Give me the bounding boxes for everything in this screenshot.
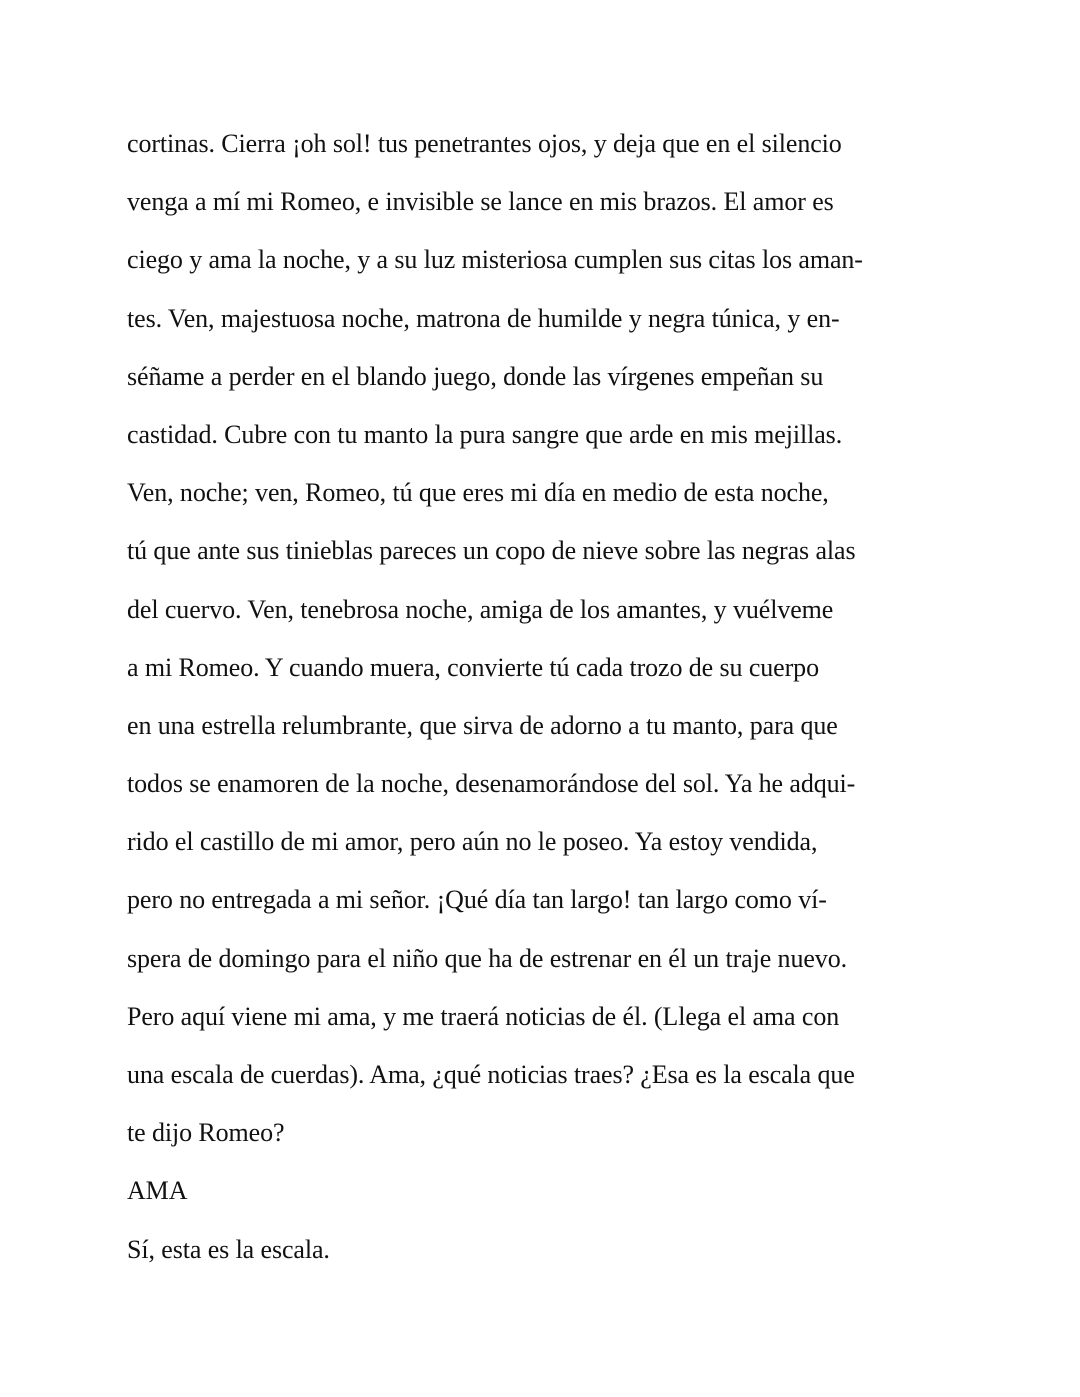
- text-line: del cuervo. Ven, tenebrosa noche, amiga de los amantes, y vuélveme: [127, 594, 834, 624]
- text-line: pero no entregada a mi señor. ¡Qué día tan largo! tan largo como ví-: [127, 885, 827, 915]
- text-line: en una estrella relumbrante, que sirva de adorno a tu manto, para que: [127, 710, 838, 740]
- speaker-dialogue: Sí, esta es la escala.: [127, 1234, 330, 1264]
- text-line: te dijo Romeo?: [127, 1118, 285, 1148]
- text-line: rido el castillo de mi amor, pero aún no le poseo. Ya estoy vendida,: [127, 827, 818, 857]
- text-line: spera de domingo para el niño que ha de estrenar en él un traje nuevo.: [127, 943, 847, 973]
- text-line: una escala de cuerdas). Ama, ¿qué noticias traes? ¿Esa es la escala que: [127, 1060, 855, 1089]
- text-line: castidad. Cubre con tu manto la pura sangre que arde en mis mejillas.: [127, 419, 843, 449]
- text-line: cortinas. Cierra ¡oh sol! tus penetrantes ojos, y deja que en el silencio: [127, 129, 842, 158]
- text-line: a mi Romeo. Y cuando muera, convierte tú cada trozo de su cuerpo: [127, 652, 819, 682]
- text-line: séñame a perder en el blando juego, donde las vírgenes empeñan su: [127, 361, 824, 391]
- text-line: todos se enamoren de la noche, desenamorándose del sol. Ya he adqui-: [127, 769, 856, 799]
- text-line: ciego y ama la noche, y a su luz misteriosa cumplen sus citas los aman-: [127, 245, 863, 275]
- text-line: venga a mí mi Romeo, e invisible se lance en mis brazos. El amor es: [127, 187, 834, 217]
- text-line: tú que ante sus tinieblas pareces un copo de nieve sobre las negras alas: [127, 536, 856, 566]
- document-page: [127, 124, 927, 1288]
- text-line: Ven, noche; ven, Romeo, tú que eres mi día en medio de esta noche,: [127, 478, 829, 508]
- speaker-name: AMA: [127, 1176, 188, 1206]
- text-line: Pero aquí viene mi ama, y me traerá noticias de él. (Llega el ama con: [127, 1001, 840, 1031]
- text-line: tes. Ven, majestuosa noche, matrona de humilde y negra túnica, y en-: [127, 303, 840, 333]
